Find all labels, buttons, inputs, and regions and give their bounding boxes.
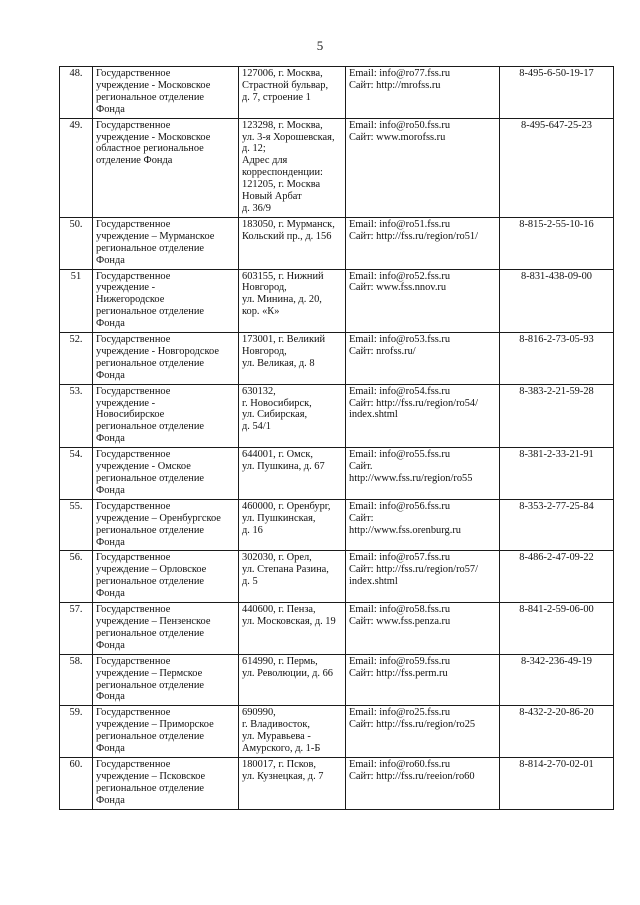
table-row [60,448,614,500]
table-row [60,384,614,448]
organization-name: Государственное учреждение - Омское региональное отделение Фонда [93,448,239,500]
address-cell: 123298, г. Москва, ул. 3-я Хорошевская, д. 12; Адрес для корреспонденции: 121205, г. Москва Новый Арбат д. 36/9 [239,118,346,217]
table-row [60,499,614,551]
address-cell: 603155, г. Нижний Новгород, ул. Минина, д. 20, кор. «К» [239,269,346,333]
contacts-cell: Email: info@ro58.fss.ru Сайт: www.fss.penza.ru [346,603,500,655]
phone-cell: 8-486-2-47-09-22 [500,551,614,603]
row-number: 52. [60,333,93,385]
address-cell: 440600, г. Пенза, ул. Московская, д. 19 [239,603,346,655]
fund-offices-table [59,66,614,810]
table-row [60,706,614,758]
phone-cell: 8-814-2-70-02-01 [500,757,614,809]
organization-name: Государственное учреждение - Московское областное региональное отделение Фонда [93,118,239,217]
organization-name: Государственное учреждение – Псковское региональное отделение Фонда [93,757,239,809]
phone-cell: 8-841-2-59-06-00 [500,603,614,655]
contacts-cell: Email: info@ro53.fss.ru Сайт: nrofss.ru/ [346,333,500,385]
contacts-cell: Email: info@ro52.fss.ru Сайт: www.fss.nnov.ru [346,269,500,333]
phone-cell: 8-815-2-55-10-16 [500,217,614,269]
address-cell: 644001, г. Омск, ул. Пушкина, д. 67 [239,448,346,500]
phone-cell: 8-816-2-73-05-93 [500,333,614,385]
phone-cell: 8-342-236-49-19 [500,654,614,706]
table-row [60,118,614,217]
phone-cell: 8-831-438-09-00 [500,269,614,333]
row-number: 56. [60,551,93,603]
contacts-cell: Email: info@ro59.fss.ru Сайт: http://fss.perm.ru [346,654,500,706]
table-row [60,333,614,385]
table-row [60,603,614,655]
row-number: 50. [60,217,93,269]
address-cell: 127006, г. Москва, Страстной бульвар, д. 7, строение 1 [239,67,346,119]
phone-cell: 8-495-6-50-19-17 [500,67,614,119]
organization-name: Государственное учреждение – Пермское региональное отделение Фонда [93,654,239,706]
row-number: 60. [60,757,93,809]
table-row [60,269,614,333]
phone-cell: 8-495-647-25-23 [500,118,614,217]
table-row [60,654,614,706]
contacts-cell: Email: info@ro54.fss.ru Сайт: http://fss.ru/region/ro54/ index.shtml [346,384,500,448]
organization-name: Государственное учреждение - Московское региональное отделение Фонда [93,67,239,119]
address-cell: 460000, г. Оренбург, ул. Пушкинская, д. 16 [239,499,346,551]
organization-name: Государственное учреждение - Новосибирское региональное отделение Фонда [93,384,239,448]
address-cell: 630132, г. Новосибирск, ул. Сибирская, д. 54/1 [239,384,346,448]
address-cell: 302030, г. Орел, ул. Степана Разина, д. 5 [239,551,346,603]
row-number: 49. [60,118,93,217]
table-row [60,757,614,809]
table-row [60,217,614,269]
table-row [60,551,614,603]
page-number: 5 [316,38,324,53]
address-cell: 183050, г. Мурманск, Кольский пр., д. 156 [239,217,346,269]
row-number: 57. [60,603,93,655]
contacts-cell: Email: info@ro55.fss.ru Сайт. http://www.fss.ru/region/ro55 [346,448,500,500]
organization-name: Государственное учреждение - Новгородское региональное отделение Фонда [93,333,239,385]
contacts-cell: Email: info@ro25.fss.ru Сайт: http://fss.ru/region/ro25 [346,706,500,758]
phone-cell: 8-383-2-21-59-28 [500,384,614,448]
organization-name: Государственное учреждение – Оренбургское региональное отделение Фонда [93,499,239,551]
address-cell: 173001, г. Великий Новгород, ул. Великая, д. 8 [239,333,346,385]
row-number: 54. [60,448,93,500]
address-cell: 614990, г. Пермь, ул. Революции, д. 66 [239,654,346,706]
phone-cell: 8-381-2-33-21-91 [500,448,614,500]
contacts-cell: Email: info@ro50.fss.ru Сайт: www.morofss.ru [346,118,500,217]
row-number: 58. [60,654,93,706]
table-row [60,67,614,119]
row-number: 55. [60,499,93,551]
address-cell: 180017, г. Псков, ул. Кузнецкая, д. 7 [239,757,346,809]
row-number: 53. [60,384,93,448]
contacts-cell: Email: info@ro77.fss.ru Сайт: http://mrofss.ru [346,67,500,119]
organization-name: Государственное учреждение – Приморское региональное отделение Фонда [93,706,239,758]
phone-cell: 8-353-2-77-25-84 [500,499,614,551]
organization-name: Государственное учреждение – Пензенское региональное отделение Фонда [93,603,239,655]
phone-cell: 8-432-2-20-86-20 [500,706,614,758]
contacts-cell: Email: info@ro60.fss.ru Сайт: http://fss.ru/reeion/ro60 [346,757,500,809]
contacts-cell: Email: info@ro56.fss.ru Сайт: http://www.fss.orenburg.ru [346,499,500,551]
table-body [60,67,614,810]
address-cell: 690990, г. Владивосток, ул. Муравьева - Амурского, д. 1-Б [239,706,346,758]
organization-name: Государственное учреждение – Мурманское региональное отделение Фонда [93,217,239,269]
organization-name: Государственное учреждение – Орловское региональное отделение Фонда [93,551,239,603]
row-number: 51 [60,269,93,333]
contacts-cell: Email: info@ro57.fss.ru Сайт: http://fss.ru/region/ro57/ index.shtml [346,551,500,603]
row-number: 59. [60,706,93,758]
organization-name: Государственное учреждение - Нижегородское региональное отделение Фонда [93,269,239,333]
row-number: 48. [60,67,93,119]
contacts-cell: Email: info@ro51.fss.ru Сайт: http://fss.ru/region/ro51/ [346,217,500,269]
